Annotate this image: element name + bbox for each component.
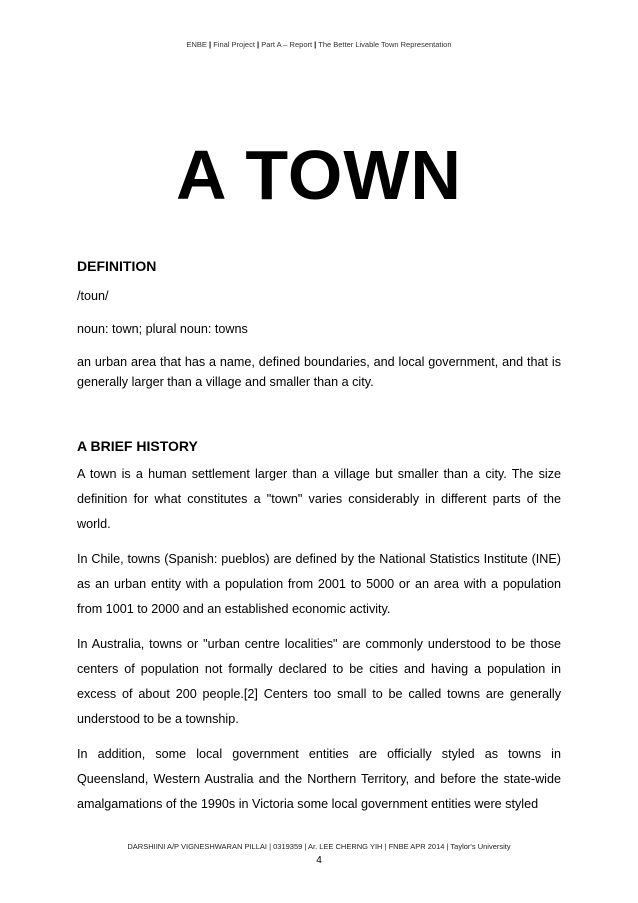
header-topic: The Better Livable Town Representation [318,40,452,49]
history-heading: A BRIEF HISTORY [77,438,198,454]
page-footer: DARSHIINI A/P VIGNESHWARAN PILLAI | 0319359 | Ar. LEE CHERNG YIH | FNBE APR 2014 | Taylor's University [127,842,511,851]
header-separator: | [314,40,317,49]
page-title: A TOWN [176,136,462,214]
header-separator: | [257,40,260,49]
history-paragraph: In addition, some local government entities are officially styled as towns in Queensland, Western Australia and the Northern Territory, and before the state-wide amalgamations of the 1990s in Victoria some local government entities were styled [77,747,561,811]
page-header [0,40,638,49]
header-course: ENBE [186,40,207,49]
definition-heading: DEFINITION [77,258,157,274]
history-paragraph: In Australia, towns or "urban centre localities" are commonly understood to be those centers of population not formally declared to be cities and having a population in excess of about 200 people.[2] Centers too small to be called towns are generally understood to be a township. [77,637,561,726]
history-paragraph: In Chile, towns (Spanish: pueblos) are defined by the National Statistics Institute (INE) as an urban entity with a population from 2001 to 5000 or an area with a population from 1001 to 2000 and an established economic activity. [77,552,561,616]
document-body [77,256,561,827]
grammar-line: noun: town; plural noun: towns [77,322,248,336]
history-section [77,436,561,817]
header-project: Final Project [213,40,255,49]
pronunciation: /toun/ [77,289,109,303]
definition-text: an urban area that has a name, defined boundaries, and local government, and that is generally larger than a village and smaller than a city. [77,355,561,389]
definition-section [77,256,561,392]
header-part: Part A – Report [261,40,313,49]
header-separator: | [209,40,212,49]
page-number: 4 [316,855,322,866]
history-paragraph: A town is a human settlement larger than a village but smaller than a city. The size definition for what constitutes a "town" varies considerably in different parts of the world. [77,467,561,531]
